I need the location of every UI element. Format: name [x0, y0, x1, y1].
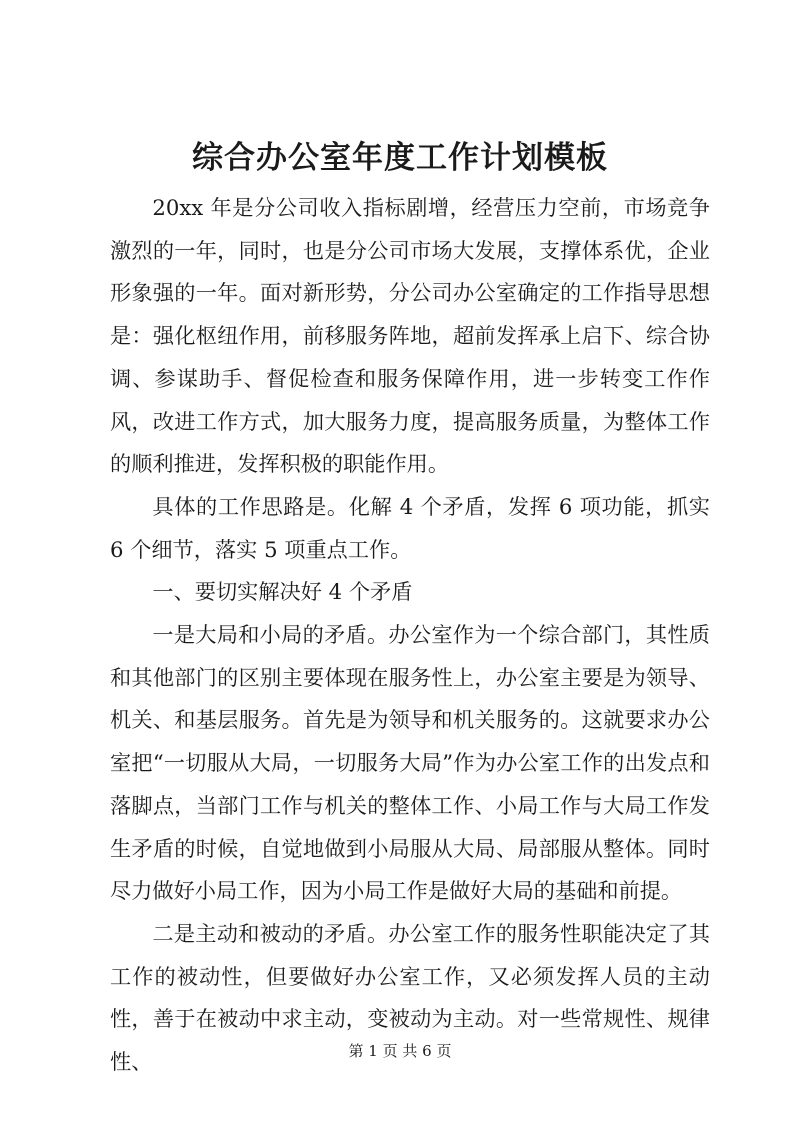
section-heading-1: 一、要切实解决好 4 个矛盾 — [152, 579, 413, 605]
paragraph-intro: 20xx 年是分公司收入指标剧增，经营压力空前，市场竞争激烈的一年，同时，也是分公司市场大发展，支撑体系优，企业形象强的一年。面对新形势，分公司办公室确定的工作指导思想是：强化枢纽作用，前移服务阵地，超前发挥承上启下、综合协调、参谋助手、督促检查和服务保障作用，进一步转变工作作风，改进工作方式，加大服务力度，提高服务质量，为整体工作的顺利推进，发挥积极的职能作用。 — [110, 195, 710, 477]
paragraph-approach: 具体的工作思路是。化解 4 个矛盾，发挥 6 项功能，抓实 6 个细节，落实 5 项重点工作。 — [110, 493, 710, 562]
document-body — [110, 187, 710, 1084]
paragraph-contradiction-2: 二是主动和被动的矛盾。办公室工作的服务性职能决定了其工作的被动性，但要做好办公室工作，又必须发挥人员的主动性，善于在被动中求主动，变被动为主动。对一些常规性、规律性、 — [110, 920, 710, 1075]
paragraph-contradiction-1: 一是大局和小局的矛盾。办公室作为一个综合部门，其性质和其他部门的区别主要体现在服务性上，办公室主要是为领导、机关、和基层服务。首先是为领导和机关服务的。这就要求办公室把“一切服从大局，一切服务大局”作为办公室工作的出发点和落脚点，当部门工作与机关的整体工作、小局工作与大局工作发生矛盾的时候，自觉地做到小局服从大局、局部服从整体。同时尽力做好小局工作，因为小局工作是做好大局的基础和前提。 — [110, 622, 710, 904]
page-footer: 第 1 页 共 6 页 — [348, 1042, 452, 1060]
document-title: 综合办公室年度工作计划模板 — [192, 140, 608, 176]
